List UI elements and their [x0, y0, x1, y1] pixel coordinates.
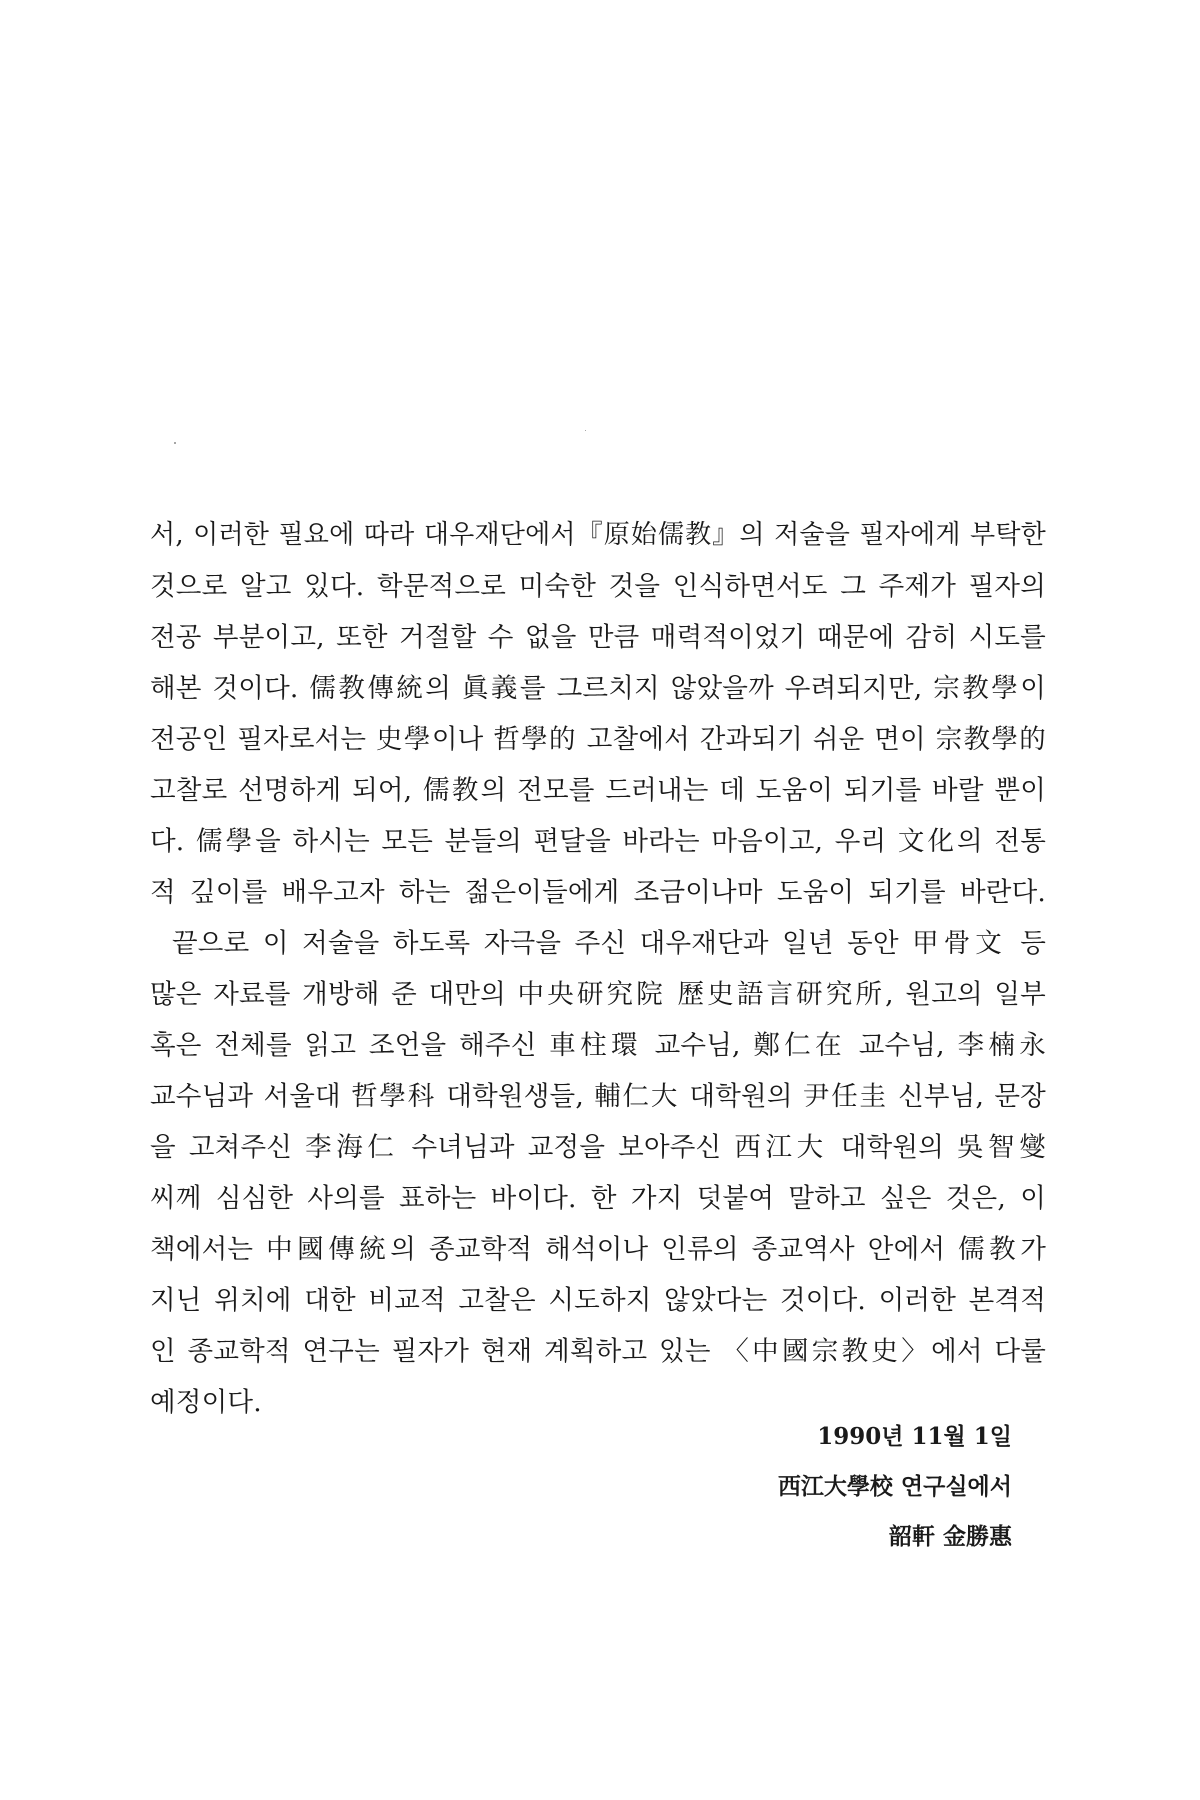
text-line: 서, 이러한 필요에 따라 대우재단에서『原始儒教』의 저술을 필자에게 부탁한: [150, 520, 1046, 550]
scan-speck: [174, 442, 176, 444]
text-line: 씨께 심심한 사의를 표하는 바이다. 한 가지 덧붙여 말하고 싶은 것은, 이: [150, 1183, 1046, 1214]
signature-date: 1990년 11월 1일: [817, 1423, 1012, 1450]
text-line: 책에서는 中國傳統의 종교학적 해석이나 인류의 종교역사 안에서 儒教가: [150, 1234, 1046, 1265]
text-line: 인 종교학적 연구는 필자가 현재 계획하고 있는 〈中國宗教史〉에서 다룰: [150, 1336, 1046, 1367]
text-line: 전공 부분이고, 또한 거절할 수 없을 만큼 매력적이었기 때문에 감히 시도를: [150, 622, 1046, 653]
text-line: 고찰로 선명하게 되어, 儒教의 전모를 드러내는 데 도움이 되기를 바랄 뿐이: [150, 775, 1046, 806]
text-line: 혹은 전체를 읽고 조언을 해주신 車柱環 교수님, 鄭仁在 교수님, 李楠永: [150, 1030, 1046, 1061]
text-line: 끝으로 이 저술을 하도록 자극을 주신 대우재단과 일년 동안 甲骨文 등: [172, 928, 1046, 959]
text-line: 을 고쳐주신 李海仁 수녀님과 교정을 보아주신 西江大 대학원의 吳智燮: [150, 1132, 1046, 1163]
text-line: 예정이다.: [150, 1387, 262, 1418]
text-line: 것으로 알고 있다. 학문적으로 미숙한 것을 인식하면서도 그 주제가 필자의: [150, 571, 1046, 602]
preface-body: [150, 510, 1046, 1428]
text-line: 교수님과 서울대 哲學科 대학원생들, 輔仁大 대학원의 尹任圭 신부님, 문장: [150, 1081, 1046, 1112]
signature-author: 韶軒 金勝惠: [888, 1523, 1012, 1550]
text-line: 다. 儒學을 하시는 모든 분들의 편달을 바라는 마음이고, 우리 文化의 전통: [150, 826, 1046, 857]
signature-place: 西江大學校 연구실에서: [777, 1473, 1012, 1500]
text-line: 지닌 위치에 대한 비교적 고찰은 시도하지 않았다는 것이다. 이러한 본격적: [150, 1285, 1046, 1316]
signature-block: [778, 1412, 1012, 1562]
scan-speck: [585, 430, 586, 431]
text-line: 해본 것이다. 儒教傳統의 眞義를 그르치지 않았을까 우려되지만, 宗教學이: [150, 673, 1046, 704]
text-line: 전공인 필자로서는 史學이나 哲學的 고찰에서 간과되기 쉬운 면이 宗教學的: [150, 724, 1046, 755]
text-line: 적 깊이를 배우고자 하는 젊은이들에게 조금이나마 도움이 되기를 바란다.: [150, 877, 1046, 908]
text-line: 많은 자료를 개방해 준 대만의 中央研究院 歷史語言研究所, 원고의 일부: [150, 979, 1046, 1010]
